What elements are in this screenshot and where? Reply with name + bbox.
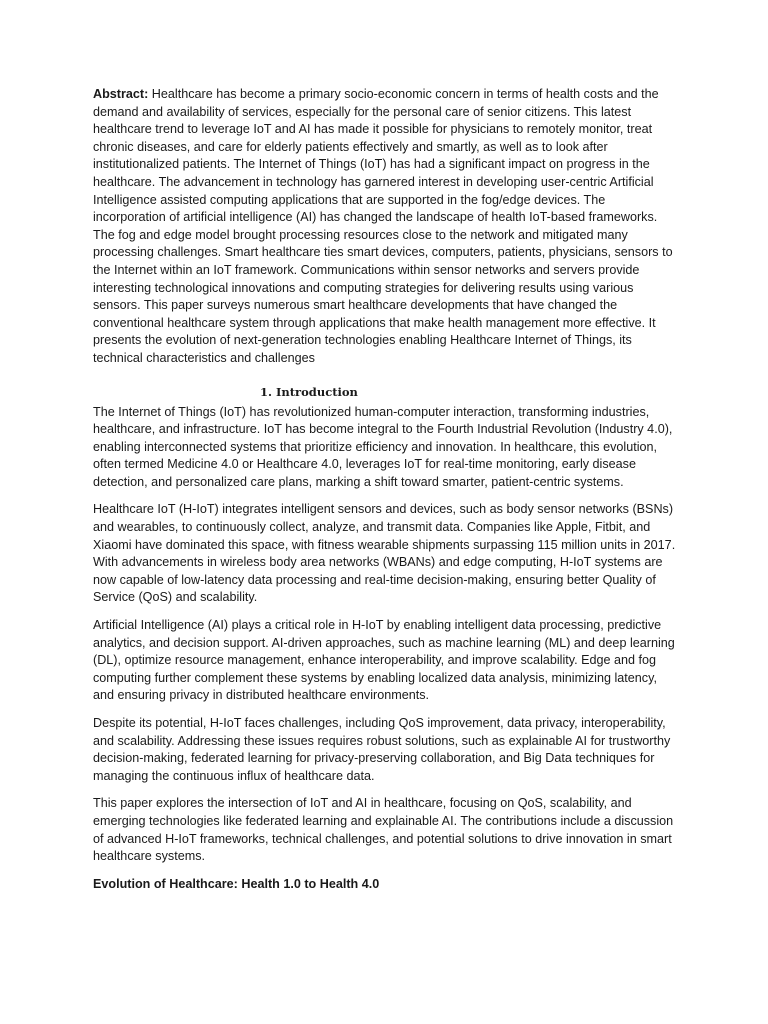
evolution-heading: Evolution of Healthcare: Health 1.0 to Health 4.0 xyxy=(93,876,380,891)
intro-paragraph-4: Despite its potential, H-IoT faces challenges, including QoS improvement, data privacy, interoperability, and scalability. Addressing these issues requires robust solutions, such as explainable AI for trustworthy decision-making, federated learning for privacy-preserving collaboration, and Big Data techniques for managing the continuous influx of healthcare data. xyxy=(93,716,671,783)
introduction-heading: 1. Introduction xyxy=(260,384,358,399)
intro-paragraph-2: Healthcare IoT (H-IoT) integrates intelligent sensors and devices, such as body sensor networks (BSNs) and wearables, to continuously collect, analyze, and transmit data. Companies like Apple, Fitbit, and Xiaomi have dominated this space, with fitness wearable shipments surpassing 115 million units in 2017. With advancements in wireless body area networks (WBANs) and edge computing, H-IoT systems are now capable of low-latency data processing and real-time decision-making, ensuring better Quality of Service (QoS) and scalability. xyxy=(93,502,676,605)
intro-paragraph-5: This paper explores the intersection of IoT and AI in healthcare, focusing on QoS, scalability, and emerging technologies like federated learning and explainable AI. The contributions include a discussion of advanced H-IoT frameworks, technical challenges, and potential solutions to drive innovation in smart healthcare systems. xyxy=(93,796,674,864)
abstract-text: Healthcare has become a primary socio-economic concern in terms of health costs and the demand and availability of services, especially for the personal care of senior citizens. This latest healthcare trend to leverage IoT and AI has made it possible for physicians to remotely monitor, treat chronic diseases, and care for elderly patients effectively and smartly, as well as to look after institutionalized patients. The Internet of Things (IoT) has had a significant impact on progress in the healthcare. The advancement in technology has garnered interest in developing user-centric Artificial Intelligence assisted computing applications that are supported in the fog/edge devices. The incorporation of artificial intelligence (AI) has changed the landscape of health IoT-based frameworks. The fog and edge model brought processing resources close to the network and mitigated many processing challenges. Smart healthcare ties smart devices, computers, patients, physicians, sensors to the Internet within an IoT framework. Communications within sensor networks and servers provide interesting technological innovations and computing strategies for delivering results using various sensors. This paper surveys numerous smart healthcare developments that have changed the conventional healthcare system through applications that make health management more effective. It presents the evolution of next-generation technologies enabling Healthcare Internet of Things, its technical characteristics and challenges xyxy=(93,87,673,365)
abstract-label: Abstract: xyxy=(93,87,149,101)
abstract-paragraph xyxy=(93,86,678,368)
intro-paragraph-3: Artificial Intelligence (AI) plays a critical role in H-IoT by enabling intelligent data processing, predictive analytics, and decision support. AI-driven approaches, such as machine learning (ML) and deep learning (DL), optimize resource management, enhance interoperability, and improve scalability. Edge and fog computing further complement these systems by enabling localized data analysis, minimizing latency, and ensuring privacy in distributed healthcare environments. xyxy=(93,618,675,703)
document-page xyxy=(93,86,678,893)
intro-paragraph-1: The Internet of Things (IoT) has revolutionized human-computer interaction, transforming industries, healthcare, and infrastructure. IoT has become integral to the Fourth Industrial Revolution (Industry 4.0), enabling interconnected systems that prioritize efficiency and innovation. In healthcare, this evolution, often termed Medicine 4.0 or Healthcare 4.0, leverages IoT for real-time monitoring, early disease detection, and personalized care plans, marking a shift toward smarter, patient-centric systems. xyxy=(93,404,673,489)
